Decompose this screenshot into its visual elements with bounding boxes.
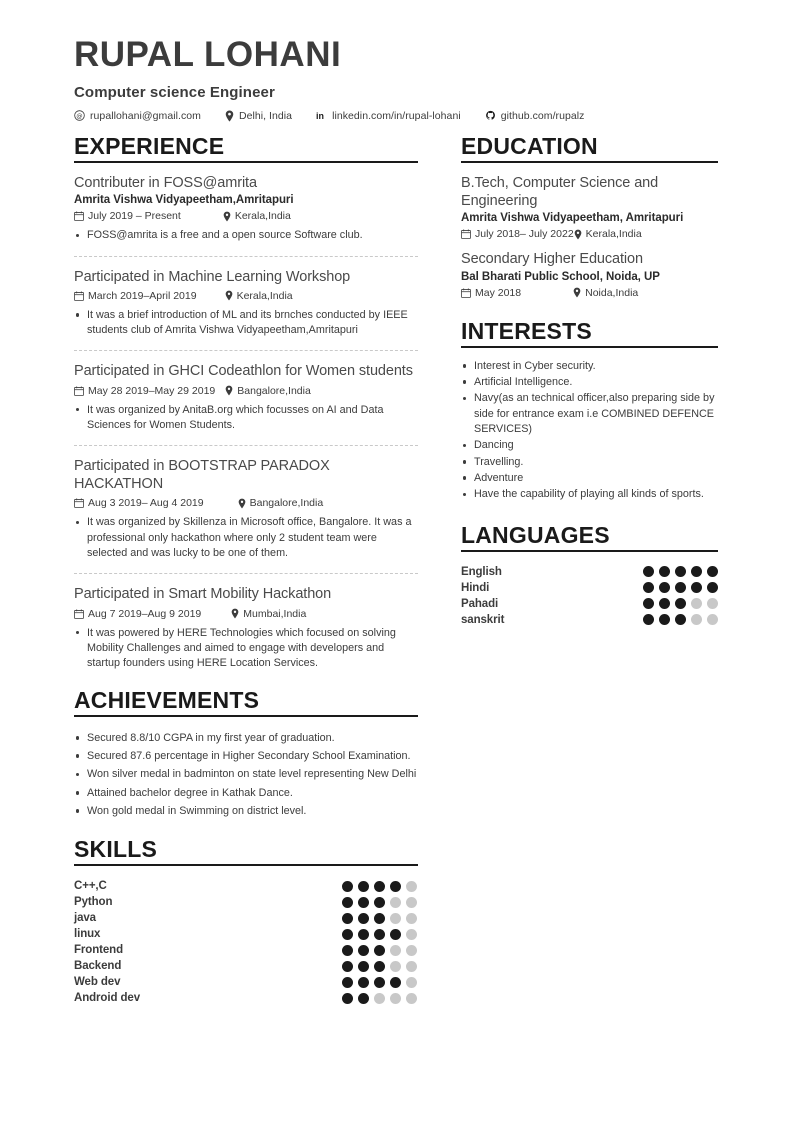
- section-interests: [461, 319, 718, 503]
- rating-dot: [675, 566, 686, 577]
- rating-dot: [675, 614, 686, 625]
- contact-email-text: rupallohani@gmail.com: [90, 109, 201, 122]
- rating-dot: [691, 614, 702, 625]
- rating-dot: [691, 566, 702, 577]
- contact-location-text: Delhi, India: [238, 109, 293, 122]
- location-icon: [225, 110, 234, 122]
- list-item: Won gold medal in Swimming on district level.: [74, 804, 418, 819]
- list-item: Have the capability of playing all kinds of sports.: [461, 487, 718, 502]
- entry-date-text: Aug 7 2019–Aug 9 2019: [88, 607, 202, 620]
- rating-dot: [691, 582, 702, 593]
- entry-meta: [461, 287, 718, 299]
- entry-title: Participated in GHCI Codeathlon for Women students: [74, 363, 413, 380]
- entry-location-text: Kerala,India: [585, 228, 642, 241]
- entry-location-text: Kerala,India: [234, 210, 291, 223]
- section-achievements: [74, 688, 418, 820]
- entry-location: [223, 210, 291, 222]
- skill-row: [74, 958, 418, 974]
- location-icon: [238, 498, 246, 509]
- language-rating-dots: [638, 566, 718, 577]
- entry-bullets: [74, 626, 418, 672]
- entry-title: B.Tech, Computer Science and Engineering: [461, 175, 659, 210]
- section-skills: [74, 837, 418, 1006]
- skill-row: [74, 990, 418, 1006]
- bullet-item: FOSS@amrita is a free and a open source Software club.: [74, 228, 418, 243]
- rating-dot: [358, 897, 369, 908]
- interests-list: [461, 359, 718, 503]
- section-experience: [74, 134, 418, 672]
- bullet-item: It was powered by HERE Technologies which focused on solving Mobility Challenges and aimed to engage with developers and startup founders using HERE Location Services.: [74, 626, 418, 672]
- email-icon: [74, 110, 85, 121]
- skill-label: C++,C: [74, 880, 107, 893]
- entry-location: [225, 290, 293, 302]
- entry-date: [74, 385, 215, 397]
- language-row: [461, 564, 718, 580]
- entry-date: [74, 497, 204, 509]
- candidate-title: Computer science Engineer: [74, 83, 275, 101]
- rating-dot: [342, 881, 353, 892]
- rating-dot: [707, 582, 718, 593]
- entry-date: [74, 210, 181, 222]
- rating-dot: [659, 582, 670, 593]
- section-education: [461, 134, 718, 299]
- rating-dot: [390, 945, 401, 956]
- entry-date-text: July 2019 – Present: [88, 210, 181, 223]
- rating-dot: [358, 913, 369, 924]
- skill-rating-dots: [337, 945, 418, 956]
- skill-row: [74, 974, 418, 990]
- rating-dot: [374, 913, 385, 924]
- contact-github-text: github.com/rupalz: [500, 109, 585, 122]
- list-item: Secured 8.8/10 CGPA in my first year of graduation.: [74, 731, 418, 746]
- entry-date: [74, 290, 197, 302]
- rating-dot: [390, 913, 401, 924]
- rating-dot: [643, 598, 654, 609]
- rating-dot: [358, 961, 369, 972]
- rating-dot: [675, 582, 686, 593]
- rating-dot: [342, 929, 353, 940]
- entry-bullets: [74, 403, 418, 434]
- bullet-item: It was a brief introduction of ML and its brnches conducted by IEEE students club of Amrita Vishwa Vidyapeetham,Amritapuri: [74, 308, 418, 339]
- education-entry: [461, 240, 718, 298]
- entry-title: Participated in BOOTSTRAP PARADOX HACKATHON: [74, 458, 330, 493]
- rating-dot: [358, 993, 369, 1004]
- entry-meta: [461, 228, 718, 240]
- skill-label: Frontend: [74, 944, 124, 957]
- section-languages: [461, 523, 718, 628]
- entry-location-text: Mumbai,India: [243, 607, 307, 620]
- section-title-interests: INTERESTS: [461, 317, 592, 344]
- entry-organization: Amrita Vishwa Vidyapeetham, Amritapuri: [461, 212, 684, 225]
- rating-dot: [406, 945, 417, 956]
- bullet-item: It was organized by Skillenza in Microsoft office, Bangalore. It was a professional only hackathon where only 2 student team were selected and was lucky to be one of them.: [74, 515, 418, 561]
- entry-title: Participated in Machine Learning Workshop: [74, 268, 351, 285]
- entry-title: Contributer in FOSS@amrita: [74, 175, 257, 192]
- entry-bullets: [74, 228, 418, 243]
- contact-linkedin[interactable]: [316, 110, 461, 122]
- rating-dot: [358, 881, 369, 892]
- calendar-icon: [74, 291, 84, 301]
- rating-dot: [406, 993, 417, 1004]
- entry-location-text: Kerala,India: [236, 289, 293, 302]
- skill-rating-dots: [337, 913, 418, 924]
- entry-title: Participated in Smart Mobility Hackathon: [74, 586, 332, 603]
- skill-row: [74, 926, 418, 942]
- entry-location: [573, 287, 638, 299]
- rating-dot: [342, 977, 353, 988]
- contact-location: [225, 110, 292, 122]
- section-title-education: EDUCATION: [461, 133, 598, 159]
- rating-dot: [374, 881, 385, 892]
- location-icon: [225, 385, 233, 396]
- entry-meta: [74, 497, 418, 509]
- rating-dot: [406, 881, 417, 892]
- rating-dot: [643, 582, 654, 593]
- skill-row: [74, 942, 418, 958]
- rating-dot: [358, 977, 369, 988]
- skill-rating-dots: [337, 881, 418, 892]
- language-label: Hindi: [461, 581, 490, 594]
- rating-dot: [643, 614, 654, 625]
- entry-date: [461, 287, 521, 299]
- rating-dot: [406, 977, 417, 988]
- rating-dot: [374, 961, 385, 972]
- experience-entry: [74, 351, 418, 433]
- section-rule: [74, 715, 418, 717]
- skill-label: Android dev: [74, 992, 140, 1005]
- entry-meta: [74, 608, 418, 620]
- entry-location-text: Bangalore,India: [249, 497, 324, 510]
- language-label: English: [461, 565, 502, 578]
- rating-dot: [390, 881, 401, 892]
- section-title-experience: EXPERIENCE: [74, 133, 225, 159]
- entry-date-text: Aug 3 2019– Aug 4 2019: [88, 497, 204, 510]
- bullet-item: It was organized by AnitaB.org which focusses on AI and Data Sciences for Women Students.: [74, 403, 418, 434]
- rating-dot: [691, 598, 702, 609]
- calendar-icon: [74, 498, 84, 508]
- list-item: Navy(as an technical officer,also preparing side by side for entrance exam i.e COMBINED DEFENCE SERVICES): [461, 391, 718, 437]
- entry-date-text: May 2018: [475, 286, 522, 299]
- skill-row: [74, 878, 418, 894]
- section-title-languages: LANGUAGES: [461, 521, 610, 548]
- section-title-achievements: ACHIEVEMENTS: [74, 686, 260, 713]
- calendar-icon: [74, 386, 84, 396]
- entry-bullets: [74, 515, 418, 561]
- entry-organization: Amrita Vishwa Vidyapeetham,Amritapuri: [74, 194, 294, 207]
- entry-date-text: March 2019–April 2019: [88, 289, 197, 302]
- entry-bullets: [74, 308, 418, 339]
- skill-label: Web dev: [74, 976, 121, 989]
- entry-location: [231, 608, 306, 620]
- list-item: Won silver medal in badminton on state level representing New Delhi: [74, 767, 418, 782]
- location-icon: [574, 229, 582, 240]
- list-item: Travelling.: [461, 455, 718, 470]
- language-row: [461, 596, 718, 612]
- left-column: [74, 134, 418, 1006]
- contact-email[interactable]: [74, 110, 201, 122]
- rating-dot: [390, 897, 401, 908]
- experience-entry: [74, 257, 418, 339]
- github-icon: [485, 110, 496, 121]
- svg-text:@: @: [76, 112, 83, 120]
- rating-dot: [374, 897, 385, 908]
- rating-dot: [342, 993, 353, 1004]
- rating-dot: [374, 993, 385, 1004]
- rating-dot: [675, 598, 686, 609]
- candidate-name: RUPAL LOHANI: [74, 35, 342, 74]
- rating-dot: [358, 929, 369, 940]
- rating-dot: [390, 929, 401, 940]
- skill-label: linux: [74, 928, 101, 941]
- location-icon: [231, 608, 239, 619]
- rating-dot: [342, 897, 353, 908]
- skill-label: Backend: [74, 960, 122, 973]
- right-column: [461, 134, 718, 628]
- experience-entry: [74, 446, 418, 561]
- rating-dot: [406, 913, 417, 924]
- list-item: Adventure: [461, 471, 718, 486]
- skill-rating-dots: [337, 993, 418, 1004]
- skill-rating-dots: [337, 897, 418, 908]
- entry-organization: Bal Bharati Public School, Noida, UP: [461, 270, 660, 283]
- entry-date-text: July 2018– July 2022: [475, 228, 574, 241]
- list-item: Secured 87.6 percentage in Higher Secondary School Examination.: [74, 749, 418, 764]
- rating-dot: [390, 993, 401, 1004]
- list-item: Interest in Cyber security.: [461, 359, 718, 374]
- rating-dot: [659, 598, 670, 609]
- entry-title: Secondary Higher Education: [461, 251, 643, 268]
- list-item: Attained bachelor degree in Kathak Dance.: [74, 786, 418, 801]
- skill-rating-dots: [337, 929, 418, 940]
- rating-dot: [406, 961, 417, 972]
- contact-linkedin-text: linkedin.com/in/rupal-lohani: [332, 109, 461, 122]
- linkedin-icon: [316, 110, 327, 121]
- entry-location: [574, 228, 642, 240]
- entry-meta: [74, 210, 418, 222]
- section-rule: [461, 346, 718, 348]
- experience-entry: [74, 574, 418, 671]
- resume-header: [74, 36, 724, 122]
- achievements-list: [74, 731, 418, 820]
- section-title-skills: SKILLS: [74, 836, 157, 863]
- rating-dot: [406, 929, 417, 940]
- skill-label: java: [74, 912, 96, 925]
- location-icon: [223, 211, 231, 222]
- calendar-icon: [461, 288, 471, 298]
- entry-location: [238, 497, 324, 509]
- rating-dot: [358, 945, 369, 956]
- experience-entry: [74, 163, 418, 243]
- education-entry: [461, 163, 718, 240]
- list-item: Dancing: [461, 438, 718, 453]
- language-label: sanskrit: [461, 613, 505, 626]
- entry-location-text: Noida,India: [585, 286, 639, 299]
- entry-date: [74, 608, 201, 620]
- skill-row: [74, 894, 418, 910]
- entry-date-text: May 28 2019–May 29 2019: [88, 384, 216, 397]
- rating-dot: [390, 961, 401, 972]
- rating-dot: [707, 598, 718, 609]
- rating-dot: [659, 614, 670, 625]
- entry-location: [225, 385, 311, 397]
- location-icon: [225, 290, 233, 301]
- skill-row: [74, 910, 418, 926]
- calendar-icon: [461, 229, 471, 239]
- rating-dot: [406, 897, 417, 908]
- rating-dot: [659, 566, 670, 577]
- list-item: Artificial Intelligence.: [461, 375, 718, 390]
- skill-label: Python: [74, 896, 113, 909]
- rating-dot: [643, 566, 654, 577]
- language-rating-dots: [638, 598, 718, 609]
- rating-dot: [707, 566, 718, 577]
- rating-dot: [390, 977, 401, 988]
- calendar-icon: [74, 609, 84, 619]
- rating-dot: [707, 614, 718, 625]
- entry-meta: [74, 385, 418, 397]
- contact-github[interactable]: [485, 110, 585, 122]
- skill-rating-dots: [337, 961, 418, 972]
- rating-dot: [342, 961, 353, 972]
- skill-rating-dots: [337, 977, 418, 988]
- language-rating-dots: [638, 614, 718, 625]
- entry-date: [461, 228, 574, 240]
- skills-rating-list: [74, 866, 418, 1006]
- languages-rating-list: [461, 552, 718, 628]
- rating-dot: [374, 929, 385, 940]
- language-rating-dots: [638, 582, 718, 593]
- language-row: [461, 580, 718, 596]
- rating-dot: [374, 977, 385, 988]
- calendar-icon: [74, 211, 84, 221]
- language-row: [461, 612, 718, 628]
- svg-text:in: in: [316, 110, 325, 121]
- language-label: Pahadi: [461, 597, 499, 610]
- entry-meta: [74, 290, 418, 302]
- rating-dot: [342, 945, 353, 956]
- location-icon: [573, 287, 581, 298]
- rating-dot: [374, 945, 385, 956]
- entry-location-text: Bangalore,India: [237, 384, 311, 397]
- contact-row: [74, 110, 724, 122]
- rating-dot: [342, 913, 353, 924]
